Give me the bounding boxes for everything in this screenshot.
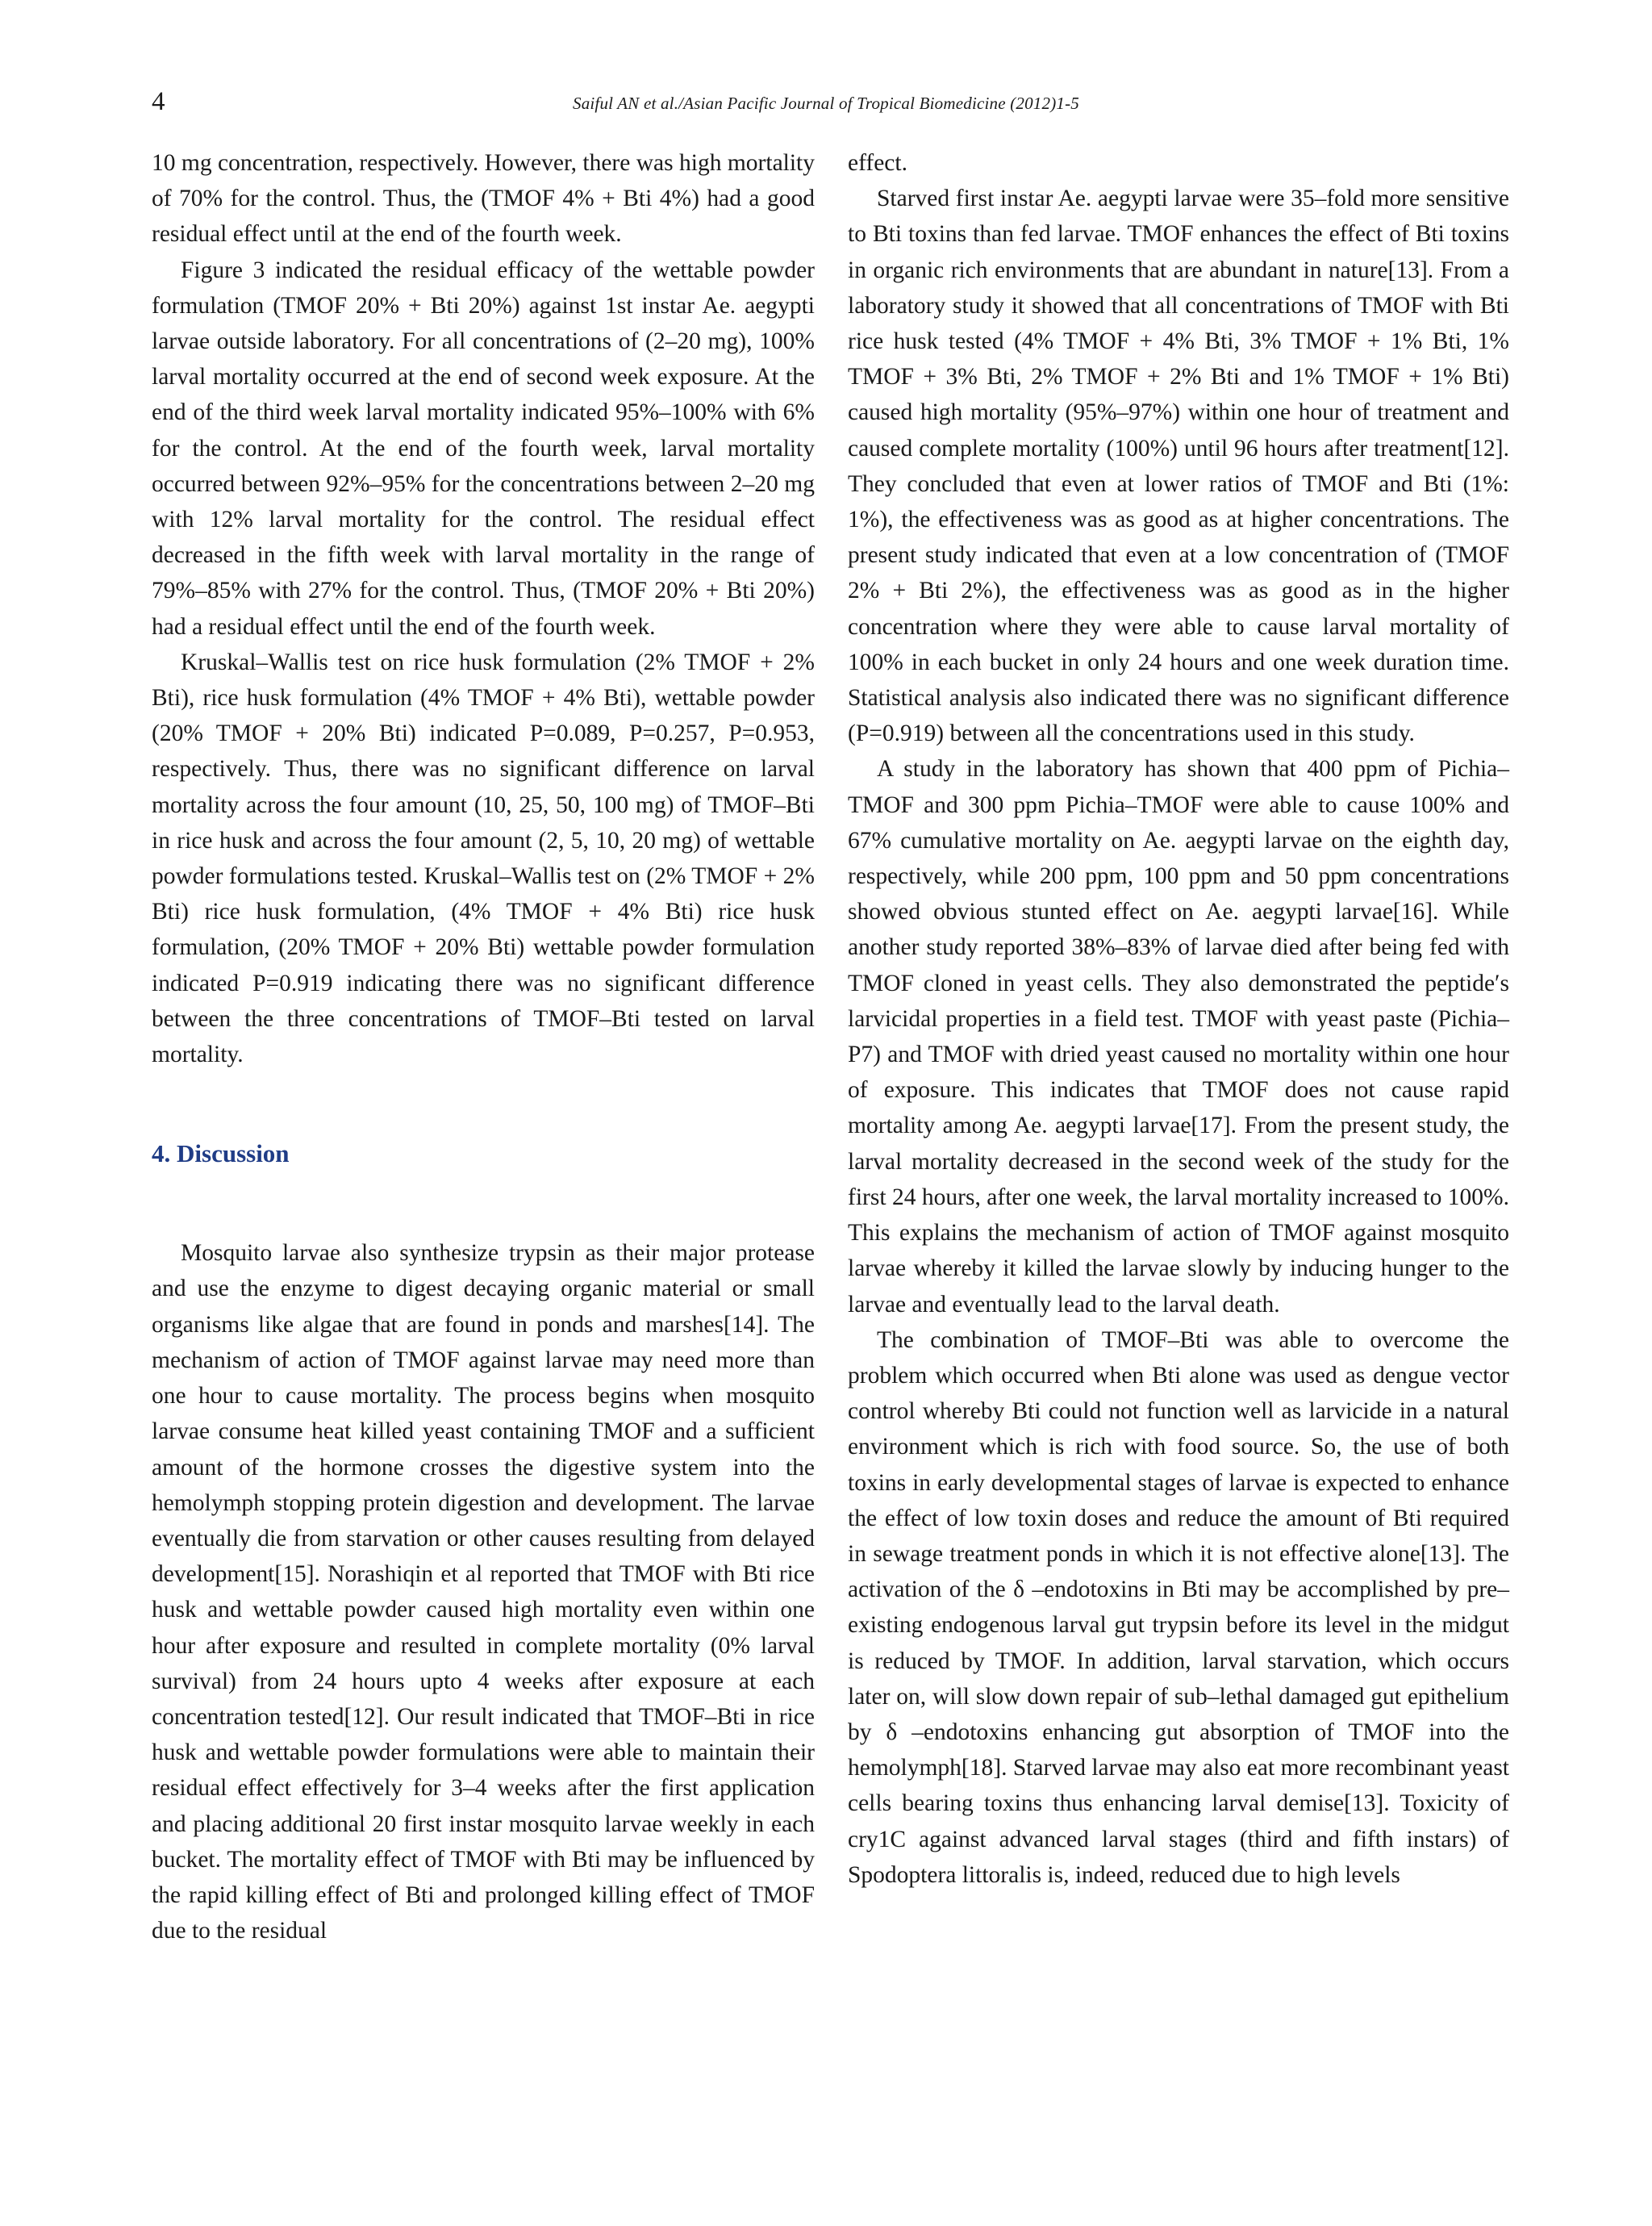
paragraph: A study in the laboratory has shown that 400 ppm of Pichia–TMOF and 300 ppm Pichia–TMOF were able to cause 100% and 67% cumulative mortality on Ae. aegypti larvae on the eighth day, respectively, while 200 ppm, 100 ppm and 50 ppm concentrations showed obvious stunted effect on Ae. aegypti larvae[16]. While another study reported 38%–83% of larvae died after being fed with TMOF cloned in yeast cells. They also demonstrated the peptide′s larvicidal properties in a field test. TMOF with yeast paste (Pichia–P7) and TMOF with dried yeast caused no mortality within one hour of exposure. This indicates that TMOF does not cause rapid mortality among Ae. aegypti larvae[17]. From the present study, the larval mortality decreased in the second week of the study for the first 24 hours, after one week, the larval mortality increased to 100%. This explains the mechanism of action of TMOF against mosquito larvae whereby it killed the larvae slowly by inducing hunger to the larvae and eventually lead to the larval death.: [848, 756, 1509, 1318]
paragraph: Starved first instar Ae. aegypti larvae were 35–fold more sensitive to Bti toxins than fed larvae. TMOF enhances the effect of Bti toxins in organic rich environments that are abundant in nature[13]. From a laboratory study it showed that all concentrations of TMOF with Bti rice husk tested (4% TMOF + 4% Bti, 3% TMOF + 1% Bti, 1% TMOF + 3% Bti, 2% TMOF + 2% Bti and 1% TMOF + 1% Bti) caused high mortality (95%–97%) within one hour of treatment and caused complete mortality (100%) until 96 hours after treatment[12]. They concluded that even at lower ratios of TMOF and Bti (1%: 1%), the effectiveness was as good as at higher concentrations. The present study indicated that even at a low concentration of (TMOF 2% + Bti 2%), the effectiveness was as good as in the higher concentration where they were able to cause larval mortality of 100% in each bucket in only 24 hours and one week duration time. Statistical analysis also indicated there was no significant difference (P=0.919) between all the concentrations used in this study.: [848, 186, 1509, 747]
left-column: [152, 145, 815, 1948]
paragraph: Figure 3 indicated the residual efficacy of the wettable powder formulation (TMOF 20% + Bti 20%) against 1st instar Ae. aegypti larvae outside laboratory. For all concentrations of (2–20 mg), 100% larval mortality occurred at the end of second week exposure. At the end of the third week larval mortality indicated 95%–100% with 6% for the control. At the end of the fourth week, larval mortality occurred between 92%–95% for the concentrations between 2–20 mg with 12% larval mortality for the control. The residual effect decreased in the fifth week with larval mortality in the range of 79%–85% with 27% for the control. Thus, (TMOF 20% + Bti 20%) had a residual effect until the end of the fourth week.: [152, 257, 815, 640]
paragraph: effect.: [848, 150, 907, 176]
paragraph: Mosquito larvae also synthesize trypsin as their major protease and use the enzyme to digest decaying organic material or small organisms like algae that are found in ponds and marshes[14]. The mechanism of action of TMOF against larvae may need more than one hour to cause mortality. The process begins when mosquito larvae consume heat killed yeast containing TMOF and a sufficient amount of the hormone crosses the digestive system into the hemolymph stopping protein digestion and development. The larvae eventually die from starvation or other causes resulting from delayed development[15]. Norashiqin et al reported that TMOF with Bti rice husk and wettable powder caused high mortality even within one hour after exposure and resulted in complete mortality (0% larval survival) from 24 hours upto 4 weeks after exposure at each concentration tested[12]. Our result indicated that TMOF–Bti in rice husk and wettable powder formulations were able to maintain their residual effect effectively for 3–4 weeks after the first application and placing additional 20 first instar mosquito larvae weekly in each bucket. The mortality effect of TMOF with Bti may be influenced by the rapid killing effect of Bti and prolonged killing effect of TMOF due to the residual: [152, 1240, 815, 1944]
paragraph: Kruskal–Wallis test on rice husk formulation (2% TMOF + 2% Bti), rice husk formulation (4% TMOF + 4% Bti), wettable powder (20% TMOF + 20% Bti) indicated P=0.089, P=0.257, P=0.953, respectively. Thus, there was no significant difference on larval mortality across the four amount (10, 25, 50, 100 mg) of TMOF–Bti in rice husk and across the four amount (2, 5, 10, 20 mg) of wettable powder formulations tested. Kruskal–Wallis test on (2% TMOF + 2% Bti) rice husk formulation, (4% TMOF + 4% Bti) rice husk formulation, (20% TMOF + 20% Bti) wettable powder formulation indicated P=0.919 indicating there was no significant difference between the three concentrations of TMOF–Bti tested on larval mortality.: [152, 649, 815, 1068]
paragraph: The combination of TMOF–Bti was able to overcome the problem which occurred when Bti alone was used as dengue vector control whereby Bti could not function well as larvicide in a natural environment which is rich with food source. So, the use of both toxins in early developmental stages of larvae is expected to enhance the effect of low toxin doses and reduce the amount of Bti required in sewage treatment ponds in which it is not effective alone[13]. The activation of the δ –endotoxins in Bti may be accomplished by pre–existing endogenous larval gut trypsin before its level in the midgut is reduced by TMOF. In addition, larval starvation, which occurs later on, will slow down repair of sub–lethal damaged gut epithelium by δ –endotoxins enhancing gut absorption of TMOF into the hemolymph[18]. Starved larvae may also eat more recombinant yeast cells bearing toxins thus enhancing larval demise[13]. Toxicity of cry1C against advanced larval stages (third and fifth instars) of Spodoptera littoralis is, indeed, reduced due to high levels: [848, 1326, 1509, 1888]
paragraph: 10 mg concentration, respectively. However, there was high mortality of 70% for the control. Thus, the (TMOF 4% + Bti 4%) had a good residual effect until at the end of the fourth week.: [152, 150, 815, 248]
right-column: [848, 145, 1509, 1893]
running-header: Saiful AN et al./Asian Pacific Journal of Tropical Biomedicine (2012)1-5: [573, 94, 1079, 113]
page-number: 4: [152, 87, 165, 116]
section-heading: 4. Discussion: [152, 1139, 290, 1168]
